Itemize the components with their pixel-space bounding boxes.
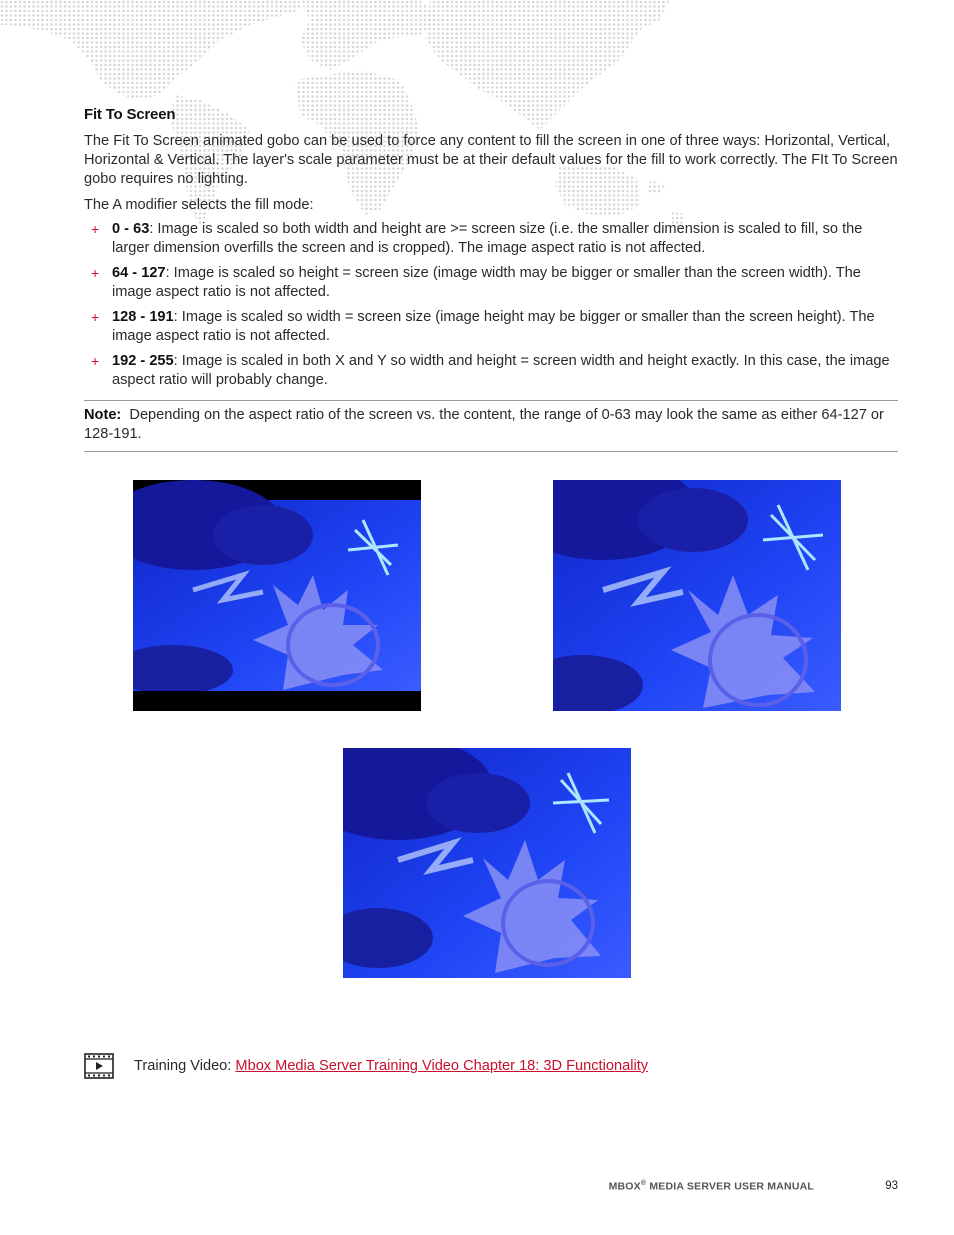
main-content [84,106,898,452]
intro-paragraph: The Fit To Screen animated gobo can be used to force any content to fill the screen in one of three ways: Horizontal, Vertical, Horizontal & Vertical. The layer's scale parameter must be at their default values for the fill to work correctly. The FIt To Screen gobo requires no lighting. [84,133,898,187]
mode-description: : Image is scaled so both width and height are >= screen size (i.e. the smaller dimension is scaled to fill, so the larger dimension overfills the screen and is cropped). The image aspect ratio is not affected. [112,221,863,256]
example-image-fill-height [553,480,841,711]
training-video-row [84,1053,648,1079]
mode-range: 64 - 127 [112,265,166,281]
mode-description: : Image is scaled so height = screen size (image width may be bigger or smaller than the screen width). The image aspect ratio is not affected. [112,265,861,300]
page-number: 93 [885,1180,898,1192]
list-item [84,352,898,390]
manual-title [609,1180,814,1193]
bullet-plus-icon: + [91,221,100,237]
modifier-intro: The A modifier selects the fill mode: [84,197,314,213]
bullet-plus-icon: + [91,309,100,325]
mode-description: : Image is scaled so width = screen size (image height may be bigger or smaller than the screen height). The image aspect ratio is not affected. [112,309,875,344]
note-box [84,400,898,452]
page-footer [560,1178,898,1198]
list-item [84,264,898,302]
note-text: Depending on the aspect ratio of the screen vs. the content, the range of 0-63 may look the same as either 64-127 or 128-191. [84,407,884,442]
example-image-fill-width [343,748,631,978]
mode-description: : Image is scaled in both X and Y so width and height = screen width and height exactly. In this case, the image aspect ratio will probably change. [112,353,890,388]
note-label: Note: [84,407,122,423]
bullet-plus-icon: + [91,265,100,281]
list-item [84,220,898,258]
mode-range: 128 - 191 [112,309,174,325]
training-video-text [134,1058,648,1074]
mode-range: 0 - 63 [112,221,150,237]
video-icon [84,1053,114,1079]
list-item [84,308,898,346]
brand-name: MBOX [608,1180,641,1193]
manual-name: MEDIA SERVER USER MANUAL [646,1180,814,1193]
training-video-prefix: Training Video: [134,1058,236,1074]
training-video-link[interactable]: Mbox Media Server Training Video Chapter 18: 3D Functionality [235,1058,649,1074]
example-image-letterboxed [133,480,421,711]
registered-mark: ® [640,1180,647,1187]
bullet-plus-icon: + [91,353,100,369]
fill-mode-list [84,220,898,390]
mode-range: 192 - 255 [112,353,174,369]
section-title: Fit To Screen [84,106,176,123]
